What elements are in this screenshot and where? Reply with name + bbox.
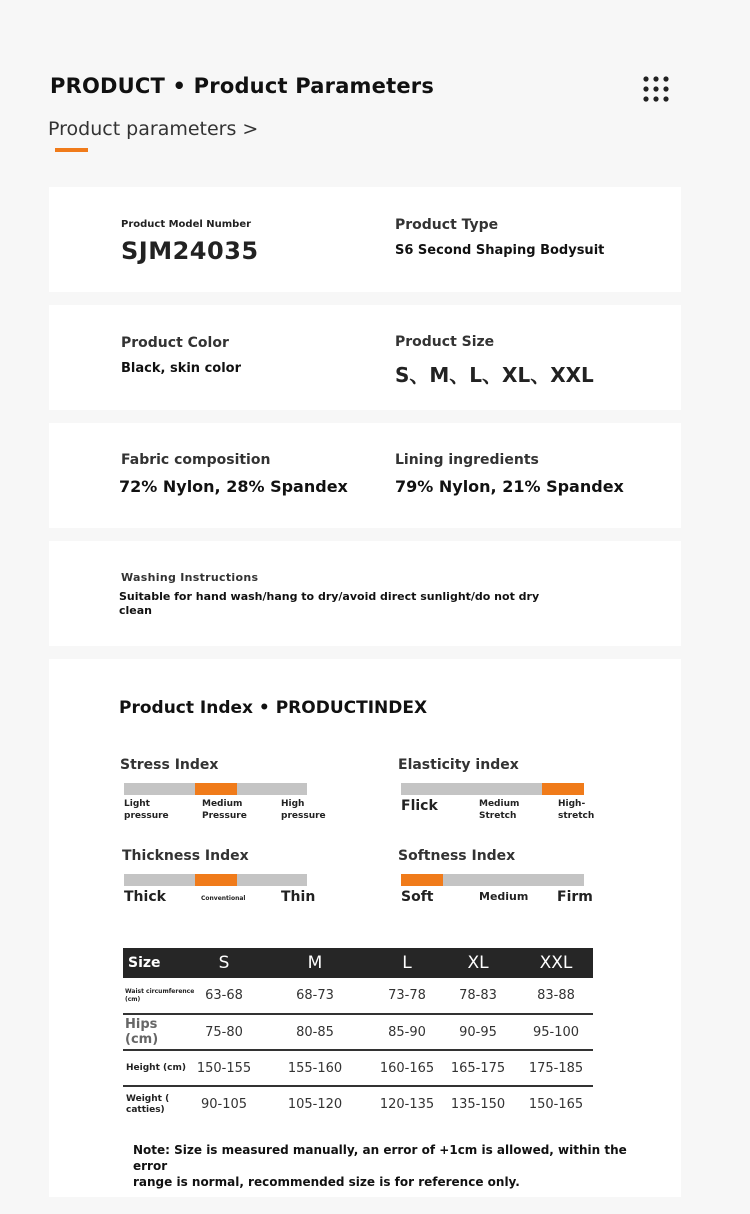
elasticity-index-title: Elasticity index xyxy=(398,757,519,773)
page-title: PRODUCT • Product Parameters xyxy=(50,74,435,98)
stress-index-indicator xyxy=(195,783,237,795)
table-cell: 120-135 xyxy=(379,1097,435,1112)
size-table-header xyxy=(123,948,593,978)
table-cell: 90-95 xyxy=(459,1024,497,1040)
thickness-index-title: Thickness Index xyxy=(122,848,249,864)
card-composition xyxy=(49,423,681,528)
table-cell: 75-80 xyxy=(205,1024,243,1040)
thickness-high-label: Thin xyxy=(281,889,316,905)
card-color-size xyxy=(49,305,681,410)
grid-dots-icon[interactable] xyxy=(643,76,669,102)
elasticity-mid-label: Medium Stretch xyxy=(479,799,520,821)
table-cell: 78-83 xyxy=(459,988,497,1003)
index-title: Product Index • PRODUCTINDEX xyxy=(119,698,428,718)
softness-mid-label: Medium xyxy=(479,890,529,903)
size-header-label: Size xyxy=(123,948,195,978)
thickness-index-bar xyxy=(124,874,307,886)
table-cell: 73-78 xyxy=(388,988,426,1003)
size-header-m: M xyxy=(253,948,377,978)
table-cell: 160-165 xyxy=(379,1060,435,1076)
table-row xyxy=(123,1050,593,1086)
table-cell: 80-85 xyxy=(296,1024,334,1040)
fabric-value: 72% Nylon, 28% Spandex xyxy=(119,477,348,496)
row-label-weight: Weight ( catties) xyxy=(126,1093,170,1115)
size-label: Product Size xyxy=(395,334,495,350)
table-row xyxy=(123,978,593,1014)
fabric-label: Fabric composition xyxy=(121,452,271,468)
size-table xyxy=(123,948,593,1122)
table-cell: 83-88 xyxy=(537,988,575,1003)
table-row xyxy=(123,1014,593,1050)
thickness-mid-label: Conventional xyxy=(201,895,246,902)
table-cell: 135-150 xyxy=(450,1097,506,1112)
thickness-low-label: Thick xyxy=(124,889,166,905)
softness-index-bar xyxy=(401,874,584,886)
softness-high-label: Firm xyxy=(557,889,593,905)
stress-low-label: Light pressure xyxy=(124,799,169,821)
color-value: Black, skin color xyxy=(121,361,242,376)
accent-underline xyxy=(55,148,88,152)
table-cell: 68-73 xyxy=(296,988,334,1003)
card-washing xyxy=(49,541,681,646)
row-label-height: Height (cm) xyxy=(126,1063,186,1073)
type-label: Product Type xyxy=(395,217,499,233)
table-cell: 155-160 xyxy=(287,1060,343,1076)
size-value: S、M、L、XL、XXL xyxy=(395,363,594,387)
table-cell: 150-165 xyxy=(528,1097,584,1112)
size-header-s: S xyxy=(195,948,253,978)
table-cell: 85-90 xyxy=(388,1024,426,1040)
lining-value: 79% Nylon, 21% Spandex xyxy=(395,477,624,496)
stress-index-bar xyxy=(124,783,307,795)
table-cell: 95-100 xyxy=(532,1024,580,1040)
table-cell: 90-105 xyxy=(200,1097,248,1112)
table-cell: 165-175 xyxy=(450,1060,506,1076)
softness-index-title: Softness Index xyxy=(398,848,516,864)
size-header-xl: XL xyxy=(437,948,519,978)
table-cell: 175-185 xyxy=(528,1060,584,1076)
row-label-hips: Hips (cm) xyxy=(125,1017,159,1047)
elasticity-low-label: Flick xyxy=(401,798,438,814)
card-model-type xyxy=(49,187,681,292)
row-label-waist: Waist circumference (cm) xyxy=(125,987,195,1003)
thickness-index-indicator xyxy=(195,874,237,886)
stress-index-title: Stress Index xyxy=(120,757,219,773)
washing-value-line-2: clean xyxy=(119,604,153,617)
size-note: Note: Size is measured manually, an error of +1cm is allowed, within the error range is normal, recommended size is for reference only. xyxy=(133,1143,627,1189)
table-cell: 105-120 xyxy=(287,1097,343,1112)
model-value: SJM24035 xyxy=(121,237,259,265)
table-row xyxy=(123,1086,593,1122)
washing-label: Washing Instructions xyxy=(121,571,259,584)
washing-value-line-1: Suitable for hand wash/hang to dry/avoid direct sunlight/do not dry xyxy=(119,590,540,603)
stress-mid-label: Medium Pressure xyxy=(202,799,247,821)
section-subtitle[interactable]: Product parameters > xyxy=(48,118,259,140)
softness-index-indicator xyxy=(401,874,443,886)
stress-high-label: High pressure xyxy=(281,799,326,821)
type-value: S6 Second Shaping Bodysuit xyxy=(395,243,605,258)
table-cell: 63-68 xyxy=(205,988,243,1003)
elasticity-high-label: High- stretch xyxy=(558,799,595,821)
lining-label: Lining ingredients xyxy=(395,452,539,468)
size-header-l: L xyxy=(377,948,437,978)
size-header-xxl: XXL xyxy=(519,948,593,978)
table-cell: 150-155 xyxy=(196,1060,252,1076)
softness-low-label: Soft xyxy=(401,889,434,905)
color-label: Product Color xyxy=(121,335,229,351)
elasticity-index-bar xyxy=(401,783,584,795)
model-label: Product Model Number xyxy=(121,219,252,230)
elasticity-index-indicator xyxy=(542,783,584,795)
